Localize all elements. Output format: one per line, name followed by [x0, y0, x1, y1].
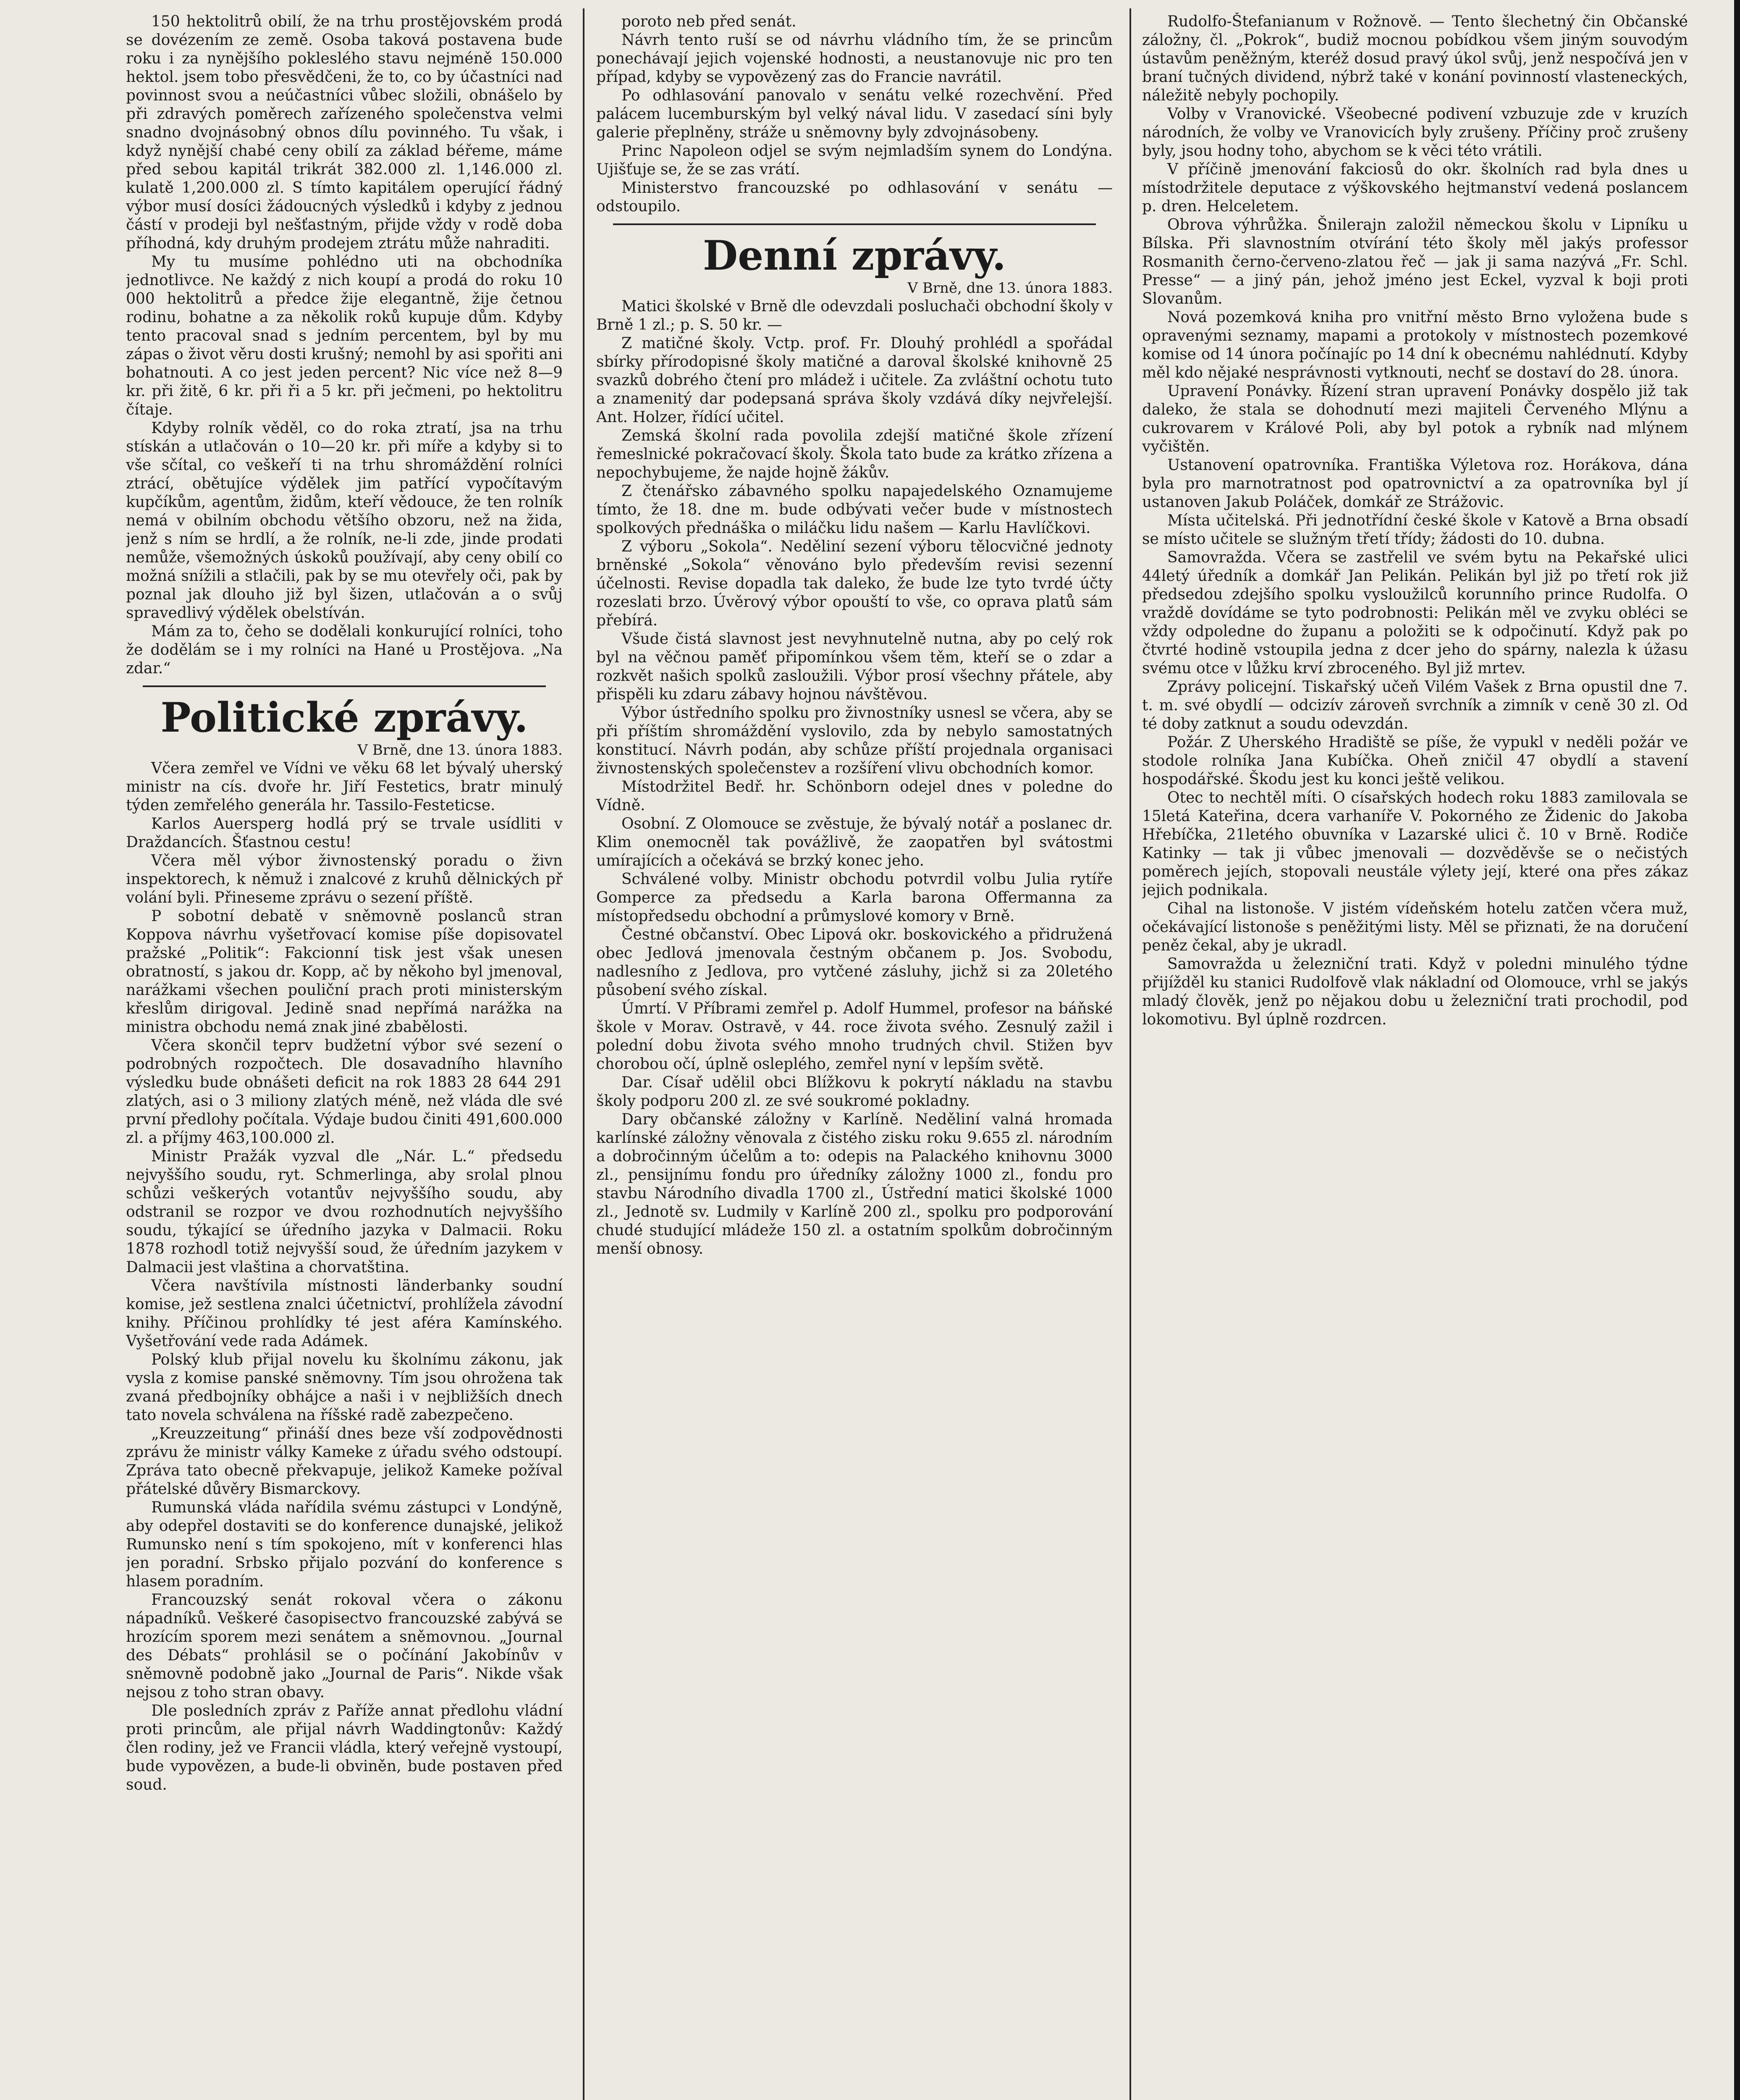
column-3 [1142, 13, 1688, 2100]
news-item: Dle posledních zpráv z Paříže annat předlohu vládní proti princům, ale přijal návrh Waddingtonův: Každý člen rodiny, jež ve Francii vládla, který veřejně vystoupí, bude vypovězen, a bude-li obviněn, bude postaven před soud. [126, 1702, 563, 1793]
news-item: Včera zemřel ve Vídni ve věku 68 let bývalý uherský ministr na cís. dvoře hr. Jiří Festetics, bratr minulý týden zemřelého generála hr. Tassilo-Festeticse. [126, 760, 563, 814]
news-item: Z čtenářsko zábavného spolku napajedelského Oznamujeme tímto, že 18. dne m. bude odbývati večer bude v místnostech spolkových přednáška o miláčku lidu našem — Karlu Havlíčkovi. [596, 483, 1113, 537]
section-divider [143, 685, 546, 687]
dateline: V Brně, dne 13. února 1883. [907, 280, 1113, 297]
section-heading-political: Politické zprávy. [160, 694, 528, 741]
news-item: Dar. Císař udělil obci Blížkovu k pokrytí nákladu na stavbu školy podporu 200 zl. ze své soukromé pokladny. [596, 1074, 1113, 1110]
news-item: „Kreuzzeitung“ přináší dnes beze vší zodpovědnosti zprávu že ministr války Kameke z úřadu svého odstoupí. Zpráva tato obecně překvapuje, jelikož Kameke požíval přátelské důvěry Bismarckovy. [126, 1425, 563, 1498]
news-item: Francouzský senát rokoval včera o zákonu nápadníků. Veškeré časopisectvo francouzské zabývá se hrozícím sporem mezi senátem a sněmovnou. „Journal des Débats“ prohlásil se o počínání Jakobínův v sněmovně podobně jako „Journal de Paris“. Nikde však nejsou z toho stran obavy. [126, 1591, 563, 1701]
news-item: Požár. Z Uherského Hradiště se píše, že vypukl v neděli požár ve stodole rolníka Jana Kubíčka. Oheň zničil 47 obydlí a stavení hospodářské. Škodu jest ku konci ještě velikou. [1142, 734, 1688, 788]
section-heading-daily: Denní zprávy. [702, 232, 1006, 279]
news-item: Zprávy policejní. Tiskařský učeň Vilém Vašek z Brna opustil dne 7. t. m. své obydlí — odcizív zároveň svrchník a zimník v ceně 30 zl. Od té doby zatknut a soudu odevzdán. [1142, 678, 1688, 732]
news-item: Včera navštívila místnosti länderbanky soudní komise, jež sestlena znalci účetnictví, prohlížela závodní knihy. Příčinou prohlídky té jest aféra Kamínského. Vyšetřování vede rada Adámek. [126, 1277, 563, 1350]
news-item: Volby v Vranovické. Všeobecné podivení vzbuzuje zde v kruzích národních, že volby ve Vranovicích byly zrušeny. Příčiny proč zrušeny byly, jsou hodny toho, abychom se k věci této vrátili. [1142, 105, 1688, 160]
column-1 [126, 13, 563, 2100]
page-edge-shadow [1734, 0, 1740, 2100]
news-item: Osobní. Z Olomouce se zvěstuje, že bývalý notář a poslanec dr. Klim onemocněl tak povážlivě, že zaopatřen byl svátostmi umírajících a očekává se brzký konec jeho. [596, 815, 1113, 869]
news-item: Místodržitel Bedř. hr. Schönborn odejel dnes v poledne do Vídně. [596, 778, 1113, 814]
article-paragraph: Návrh tento ruší se od návrhu vládního tím, že se princům ponechávají jejich vojenské hodnosti, a neustanovuje nic pro ten případ, kdyby se vypovězený zas do Francie navrátil. [596, 32, 1113, 86]
news-item: Rumunská vláda nařídila svému zástupci v Londýně, aby odepřel dostaviti se do konference dunajské, jelikož Rumunsko není s tím spokojeno, mít v konferenci hlas jen poradní. Srbsko přijalo pozvání do konference s hlasem poradním. [126, 1499, 563, 1590]
article-paragraph: 150 hektolitrů obilí, že na trhu prostějovském prodá se dovézením ze země. Osoba taková postavena bude roku i za nynějšího pokleslého stavu nejméně 150.000 hektol. jsem tobo přesvědčeni, že to, co by účastníci nad povinnost svou a neúčastníci vůbec složili, obnášelo by při zdravých poměrech zařízeného společenstva velmi snadno dvojnásobný obnos dílu povinného. Tu však, i když nynější chabé ceny obilí za základ béřeme, máme před sebou kapitál trikrát 382.000 zl. 1,146.000 zl. kulatě 1,200.000 zl. S tímto kapitálem operující řádný výbor musí dosíci žádoucných výsledků i kdyby z jednou částí v prodeji byl nešťastným, přijde vždy v rodě doba příhodná, kdy druhým prodejem ztrátu může nahraditi. [126, 13, 563, 252]
column-divider [1129, 8, 1131, 2100]
news-item: Zemská školní rada povolila zdejší matičné škole zřízení řemeslnické pokračovací školy. Škola tato bude za krátko zřízena a nepochybujeme, že najde hojně žákův. [596, 427, 1113, 481]
article-paragraph: poroto neb před senát. [621, 13, 797, 30]
article-paragraph: Kdyby rolník věděl, co do roka ztratí, jsa na trhu stískán a utlačován o 10—20 kr. při míře a kdyby si to vše sčítal, co veškeří ti na trhu shromáždění rolníci ztrácí, obětujíce výdělek jim patřící vypočítavým kupčíkům, agentům, židům, kteří vědouce, že ten rolník nemá v obilním obchodu většího obzoru, než na žida, jenž s ním se hrdlí, a že rolník, ne-li zde, jinde prodati nemůže, všemožných úskoků používají, aby ceny obilí co možná snížili a stlačili, pak by se mu otevřely oči, pak by poznal jak dlouho již byl šizen, utlačován a o svůj spravedlivý výdělek obelstíván. [126, 420, 563, 622]
column-2 [596, 13, 1113, 2100]
news-item: Včera měl výbor živnostenský poradu o živn inspektorech, k němuž i znalcové z kruhů dělnických př volání byli. Přineseme zprávu o sezení příště. [126, 852, 563, 906]
news-item: Samovražda. Včera se zastřelil ve svém bytu na Pekařské ulici 44letý úředník a domkář Jan Pelikán. Pelikán byl již po třetí rok již předsedou zdejšího spolku vysloužilců korunního prince Rudolfa. O vraždě dovídáme se tyto podrobnosti: Pelikán měl ve zvyku obléci se vždy odpoledne do županu a položiti se k odpočinutí. Když pak po čtvrté hodině vstoupila jedna z dcer jeho do spárny, nalezla k úžasu svému otce v lůžku krví zbroceného. Byl již mrtev. [1142, 549, 1688, 677]
news-item: Z matičné školy. Vctp. prof. Fr. Dlouhý prohlédl a spořádal sbírky přírodopisné školy matičné a daroval školské knihovně 25 svazků dobrého čtení pro mládež i učitele. Za zvláštní ochotu tuto a znamenitý dar podepsaná správa školy vzdává díky nejvřelejší. Ant. Holzer, řídící učitel. [596, 335, 1113, 426]
news-item: Místa učitelská. Při jednotřídní české škole v Katově a Brna obsadí se místo učitele se služným třetí třídy; žádosti do 10. dubna. [1142, 512, 1688, 548]
column-divider [583, 8, 584, 2100]
news-item: Včera skončil teprv budžetní výbor své sezení o podrobných rozpočtech. Dle dosavadního hlavního výsledku bude obnášeti deficit na rok 1883 28 644 291 zlatých, asi o 3 miliony zlatých méně, než vláda dle své první předlohy počítala. Výdaje budou činiti 491,600.000 zl. a příjmy 463,100.000 zl. [126, 1037, 563, 1147]
article-paragraph: My tu musíme pohlédno uti na obchodníka jednotlivce. Ne každý z nich koupí a prodá do roku 10 000 hektolitrů a předce žije elegantně, žije četnou rodinu, bohatne a za několik roků kupuje dům. Kdyby tento pracoval snad s jedním percentem, byl by mu zápas o život věru dosti krušný; nemohl by asi spořiti ani bohatnouti. A co jest jeden percent? Nic více než 8—9 kr. při žitě, 6 kr. při ři a 5 kr. při ječmeni, po hektolitru čítaje. [126, 253, 563, 418]
news-item: P sobotní debatě v sněmovně poslanců stran Koppova návrhu vyšetřovací komise píše dopisovatel pražské „Politik“: Fakcionní tisk jest však unesen obratností, s jakou dr. Kopp, ač by někoho byl jmenoval, narážkami všechen pouliční prach proti ministerským křeslům dirigoval. Jedině snad nepřímá narážka na ministra obchodu nemá znak jiné zbabělosti. [126, 908, 563, 1036]
news-item: Výbor ústředního spolku pro živnostníky usnesl se včera, aby se při příštím shromáždění vyslovilo, zda by nebylo samostatných konstitucí. Návrh podán, aby schůze příští projednala organisaci živnostenských společenstev a rozšíření vlivu obchodních komor. [596, 704, 1113, 777]
article-paragraph: Princ Napoleon odjel se svým nejmladším synem do Londýna. Ujišťuje se, že se zas vrátí. [596, 142, 1113, 178]
news-item: Ustanovení opatrovníka. Františka Výletova roz. Horákova, dána byla pro marnotratnost pod opatrovnictví a za opatrovníka byl jí ustanoven Jakub Poláček, domkář ze Strážovic. [1142, 457, 1688, 511]
news-item: Cihal na listonoše. V jistém vídeňském hotelu zatčen včera muž, očekávající listonoše s peněžitými listy. Měl se přiznati, že na doručení peněz čekal, aby je ukradl. [1142, 900, 1688, 954]
news-item: Matici školské v Brně dle odevzdali posluchači obchodní školy v Brně 1 zl.; p. S. 50 kr. — [596, 298, 1113, 333]
news-item: Polský klub přijal novelu ku školnímu zákonu, jak vysla z komise panské sněmovny. Tím jsou ohrožena tak zvaná předbojníky obhájce a naši i v nejbližších dnech tato novela schválena na říšské radě zabezpečeno. [126, 1351, 563, 1424]
news-item: Otec to nechtěl míti. O císařských hodech roku 1883 zamilovala se 15letá Kateřina, dcera varhaníře V. Pokorného ze Židenic do Jakoba Hřebíčka, 21letého obuvníka v Lazarské ulici č. 10 v Brně. Rodiče Katinky — tak ji vůbec jmenovali — dozvěděvše se o nečistých poměrech jejích, stopovali neustále výlety její, které ona přes zákaz jejich podnikala. [1142, 789, 1688, 899]
news-item: Karlos Auersperg hodlá prý se trvale usídliti v Draždancích. Šťastnou cestu! [126, 815, 563, 851]
article-paragraph: Mám za to, čeho se dodělali konkurující rolníci, toho že dodělám se i my rolníci na Hané u Prostějova. „Na zdar.“ [126, 623, 563, 677]
news-item: Všude čistá slavnost jest nevyhnutelně nutna, aby po celý rok byl na věčnou paměť připomínkou všem těm, kteří se o zdar a rozkvět našich spolků zasloužili. Výbor prosí všechny přátele, aby přispěli ku zdaru zábavy hojnou návštěvou. [596, 630, 1113, 703]
article-paragraph: Po odhlasování panovalo v senátu velké rozechvění. Před palácem lucemburským byl velký nával lidu. V zasedací síni byly galerie přeplněny, stráže u sněmovny byly zdvojnásobeny. [596, 87, 1113, 141]
news-item: Ministr Pražák vyzval dle „Nár. L.“ předsedu nejvyššího soudu, ryt. Schmerlinga, aby srolal plnou schůzi veškerých votantův nejvyššího soudu, aby odstranil se rozpor ve dvou rozhodnutích nejvyššího soudu, týkající se úředního jazyka v Dalmacii. Roku 1878 rozhodl totiž nejvyšší soud, že úředním jazykem v Dalmacii jest vlaština a chorvatština. [126, 1148, 563, 1276]
news-item: Schválené volby. Ministr obchodu potvrdil volbu Julia rytíře Gomperce za předsedu a Karla barona Offermanna za místopředsedu obchodní a průmyslové komory v Brně. [596, 871, 1113, 925]
news-item: Obrova výhrůžka. Šnilerajn založil německou školu v Lipníku u Bílska. Při slavnostním otvírání této školy měl jakýs professor Rosmanith černo-červeno-zlatou řeč — jak ji sama nazývá „Fr. Schl. Presse“ — a jiný pán, jehož jméno jest Eckel, vyzval k boji proti Slovanům. [1142, 216, 1688, 307]
news-item: Z výboru „Sokola“. Neděliní sezení výboru tělocvičné jednoty brněnské „Sokola“ věnováno bylo především revisi sezenní účelnosti. Revise dopadla tak daleko, že bude lze tyto tvrdé účty rozeslati brzo. Úvěrový výbor opouští to vše, co oprava platů sám přebírá. [596, 538, 1113, 629]
news-item: Úmrtí. V Příbrami zemřel p. Adolf Hummel, profesor na báňské škole v Morav. Ostravě, v 44. roce života svého. Zesnulý zažil i polední dobu života svého mnoho trudných chvil. Stižen byv chorobou očí, úplně osleplého, zemřel nyní v lepším světě. [596, 1000, 1113, 1073]
news-item: Nová pozemková kniha pro vnitřní město Brno vyložena bude s opravenými seznamy, mapami a protokoly v místnostech pozemkové komise od 14 února počínajíc po 14 dní k obecnému nahlédnutí. Kdyby měl kdo nějaké nesprávnosti vytknouti, nechť se dostaví do 28. února. [1142, 309, 1688, 381]
section-divider [613, 223, 1096, 225]
news-item: V příčině jmenování fakciosů do okr. školních rad byla dnes u místodržitele deputace z výškovského hejtmanství vedená poslancem p. dren. Helceletem. [1142, 161, 1688, 215]
news-item: Čestné občanství. Obec Lipová okr. boskovického a přidružená obec Jedlová jmenovala čestným občanem p. Jos. Svobodu, nadlesního z Jedlova, pro vytčené zásluhy, jichž si za 20letého působení svého získal. [596, 926, 1113, 999]
news-item: Rudolfo-Štefanianum v Rožnově. — Tento šlechetný čin Občanské záložny, čl. „Pokrok“, budiž mocnou pobídkou všem jiným souvodým ústavům peněžným, kteréž dosud pravý úkol svůj, jenž nespočívá jen v braní tučných dividend, nýbrž také v konání povinností vlasteneckých, náležitě nebyly pochopily. [1142, 13, 1688, 104]
news-item: Samovražda u železniční trati. Když v poledni minulého týdne přijížděl ku stanici Rudolfově vlak nákladní od Olomouce, vrhl se jakýs mladý člověk, jenž po nějakou dobu u železniční trati prochodil, pod lokomotivu. Byl úplně rozdrcen. [1142, 956, 1688, 1028]
news-item: Dary občanské záložny v Karlíně. Neděliní valná hromada karlínské záložny věnovala z čistého zisku roku 9.655 zl. národním a dobročinným účelům a to: odepis na Palackého knihovnu 3000 zl., pensijnímu fondu pro úředníky záložny 1000 zl., fondu pro stavbu Národního divadla 1700 zl., Ústřední matici školské 1000 zl., Jednotě sv. Ludmily v Karlíně 200 zl., spolku pro podporování chudé studující mládeže 150 zl. a ostatním spolkům dobročinným menší obnosy. [596, 1111, 1113, 1257]
article-paragraph: Ministerstvo francouzské po odhlasování v senátu — odstoupilo. [596, 179, 1113, 215]
dateline: V Brně, dne 13. února 1883. [357, 742, 563, 759]
news-item: Upravení Ponávky. Řízení stran upravení Ponávky dospělo již tak daleko, že stala se dohodnutí mezi majiteli Červeného Mlýnu a cukrovarem v Králové Poli, aby byl potok a rybník nad mlýnem vyčištěn. [1142, 383, 1688, 455]
